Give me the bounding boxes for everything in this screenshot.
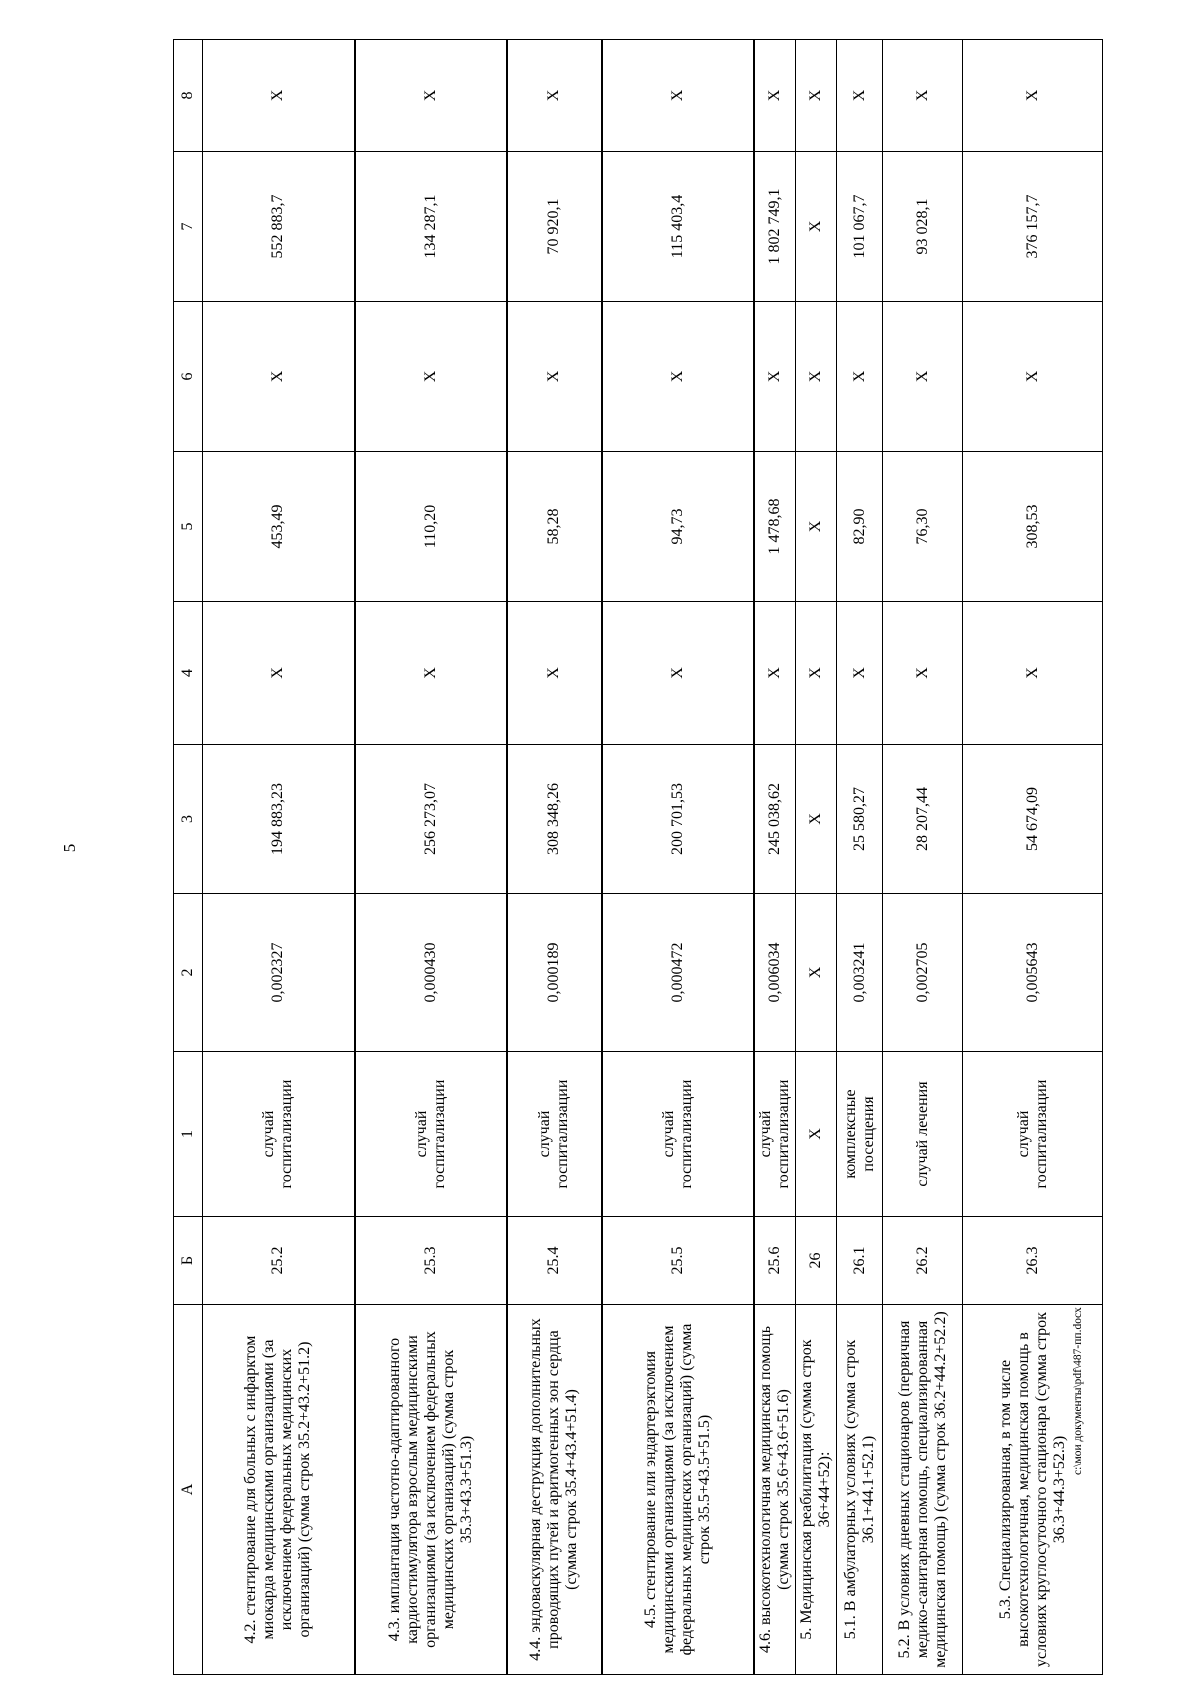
table-cell: Х: [796, 302, 837, 452]
row-description-cell: 4.5. стентирование или эндартерэктомия медицинскими организациями (за исключением федеральных медицинских организаций) (сумма строк 35.5+43.5+51.5): [602, 1305, 754, 1675]
column-header: 7: [174, 152, 203, 302]
column-header: А: [174, 1305, 203, 1675]
table-cell: 453,49: [203, 452, 355, 602]
table-cell: Х: [837, 602, 883, 745]
table-cell: 101 067,7: [837, 152, 883, 302]
table-cell: 0,000189: [507, 894, 602, 1052]
column-header: 6: [174, 302, 203, 452]
table-cell: Х: [203, 40, 355, 152]
table-cell: 308 348,26: [507, 745, 602, 894]
table-cell: 0,000472: [602, 894, 754, 1052]
table-cell: Х: [507, 302, 602, 452]
table-cell: случай госпитализации: [355, 1052, 507, 1217]
table-cell: Х: [507, 40, 602, 152]
table-cell: Х: [796, 152, 837, 302]
table-cell: 26.1: [837, 1217, 883, 1305]
table-header-row: [174, 40, 203, 1675]
table-cell: 70 920,1: [507, 152, 602, 302]
table-cell: Х: [837, 40, 883, 152]
table-cell: 552 883,7: [203, 152, 355, 302]
table-cell: случай госпитализации: [963, 1052, 1103, 1217]
table-cell: случай госпитализации: [602, 1052, 754, 1217]
table-cell: 110,20: [355, 452, 507, 602]
table-cell: Х: [507, 602, 602, 745]
column-header: 4: [174, 602, 203, 745]
table-cell: Х: [796, 40, 837, 152]
table-cell: 1 802 749,1: [754, 152, 796, 302]
footer-file-path: c:\мои документы\pdf\487-пп.docx: [1072, 1307, 1084, 1475]
table-cell: случай госпитализации: [754, 1052, 796, 1217]
row-description-cell: 5.3. Специализированная, в том числе высокотехнологичная, медицинская помощь в условиях круглосуточного стационара (сумма строк 36.3+44.3+52.3): [963, 1305, 1103, 1675]
table-cell: Х: [883, 302, 963, 452]
table-cell: 93 028,1: [883, 152, 963, 302]
table-cell: Х: [796, 894, 837, 1052]
table-cell: 0,000430: [355, 894, 507, 1052]
table-cell: 25.2: [203, 1217, 355, 1305]
table-cell: 376 157,7: [963, 152, 1103, 302]
table-cell: 58,28: [507, 452, 602, 602]
table-cell: Х: [963, 40, 1103, 152]
table-row: [507, 40, 602, 1675]
table-cell: 25 580,27: [837, 745, 883, 894]
table-cell: Х: [796, 1052, 837, 1217]
table-cell: 0,002705: [883, 894, 963, 1052]
table-cell: Х: [796, 745, 837, 894]
column-header: 2: [174, 894, 203, 1052]
table-cell: Х: [883, 40, 963, 152]
row-description-cell: 5.2. В условиях дневных стационаров (первичная медико-санитарная помощь, специализированная медицинская помощь) (сумма строк 36.2+44.2+52.2): [883, 1305, 963, 1675]
table-cell: 25.3: [355, 1217, 507, 1305]
table-cell: 0,003241: [837, 894, 883, 1052]
table-cell: 194 883,23: [203, 745, 355, 894]
table-row: [837, 40, 883, 1675]
table-cell: Х: [796, 602, 837, 745]
column-header: 1: [174, 1052, 203, 1217]
table-cell: Х: [837, 302, 883, 452]
table-cell: 308,53: [963, 452, 1103, 602]
table-row: [602, 40, 754, 1675]
table-cell: 26.2: [883, 1217, 963, 1305]
table-cell: 134 287,1: [355, 152, 507, 302]
table-cell: 0,002327: [203, 894, 355, 1052]
column-header: 8: [174, 40, 203, 152]
table-cell: Х: [602, 40, 754, 152]
table-cell: 25.6: [754, 1217, 796, 1305]
table-cell: 28 207,44: [883, 745, 963, 894]
table-cell: Х: [355, 302, 507, 452]
table-cell: Х: [355, 602, 507, 745]
row-description-cell: 5.1. В амбулаторных условиях (сумма строк 36.1+44.1+52.1): [837, 1305, 883, 1675]
table-cell: Х: [355, 40, 507, 152]
table-cell: 25.4: [507, 1217, 602, 1305]
table-cell: 256 273,07: [355, 745, 507, 894]
table-cell: Х: [883, 602, 963, 745]
table-cell: комплексные посещения: [837, 1052, 883, 1217]
table-cell: Х: [963, 302, 1103, 452]
table-row: [754, 40, 796, 1675]
table-cell: 26: [796, 1217, 837, 1305]
table-cell: случай госпитализации: [507, 1052, 602, 1217]
table-cell: 76,30: [883, 452, 963, 602]
row-description-cell: 4.3. имплантация частотно-адаптированного кардиостимулятора взрослым медицинскими организациями (за исключением федеральных медицинских организаций) (сумма строк 35.3+43.3+51.3): [355, 1305, 507, 1675]
table-cell: случай госпитализации: [203, 1052, 355, 1217]
data-table: [173, 39, 1103, 1675]
table-cell: Х: [754, 40, 796, 152]
table-row: [355, 40, 507, 1675]
table-cell: 245 038,62: [754, 745, 796, 894]
table-cell: 115 403,4: [602, 152, 754, 302]
table-cell: 54 674,09: [963, 745, 1103, 894]
row-description-cell: 4.4. эндоваскулярная деструкция дополнительных проводящих путей и аритмогенных зон сердца (сумма строк 35.4+43.4+51.4): [507, 1305, 602, 1675]
table-cell: случай лечения: [883, 1052, 963, 1217]
table-row: [883, 40, 963, 1675]
column-header: Б: [174, 1217, 203, 1305]
table-cell: Х: [203, 602, 355, 745]
table-cell: 94,73: [602, 452, 754, 602]
table-cell: Х: [963, 602, 1103, 745]
table-cell: 0,006034: [754, 894, 796, 1052]
table-cell: 0,005643: [963, 894, 1103, 1052]
column-header: 5: [174, 452, 203, 602]
table-cell: 200 701,53: [602, 745, 754, 894]
table-body: [203, 40, 1103, 1675]
table-cell: Х: [203, 302, 355, 452]
page-number: 5: [60, 843, 79, 853]
table-cell: Х: [796, 452, 837, 602]
table-cell: Х: [754, 302, 796, 452]
table-row: [203, 40, 355, 1675]
table-cell: Х: [754, 602, 796, 745]
table-cell: 82,90: [837, 452, 883, 602]
rotated-table-container: [173, 40, 1068, 1675]
table-cell: Х: [602, 602, 754, 745]
table-cell: 26.3: [963, 1217, 1103, 1305]
row-description-cell: 4.2. стентирование для больных с инфарктом миокарда медицинскими организациями (за исключением федеральных медицинских организаций) (сумма строк 35.2+43.2+51.2): [203, 1305, 355, 1675]
table-cell: Х: [602, 302, 754, 452]
table-cell: 1 478,68: [754, 452, 796, 602]
row-description-cell: 4.6. высокотехнологичная медицинская помощь (сумма строк 35.6+43.6+51.6): [754, 1305, 796, 1675]
column-header: 3: [174, 745, 203, 894]
table-cell: 25.5: [602, 1217, 754, 1305]
table-row: [796, 40, 837, 1675]
row-description-cell: 5. Медицинская реабилитация (сумма строк 36+44+52):: [796, 1305, 837, 1675]
